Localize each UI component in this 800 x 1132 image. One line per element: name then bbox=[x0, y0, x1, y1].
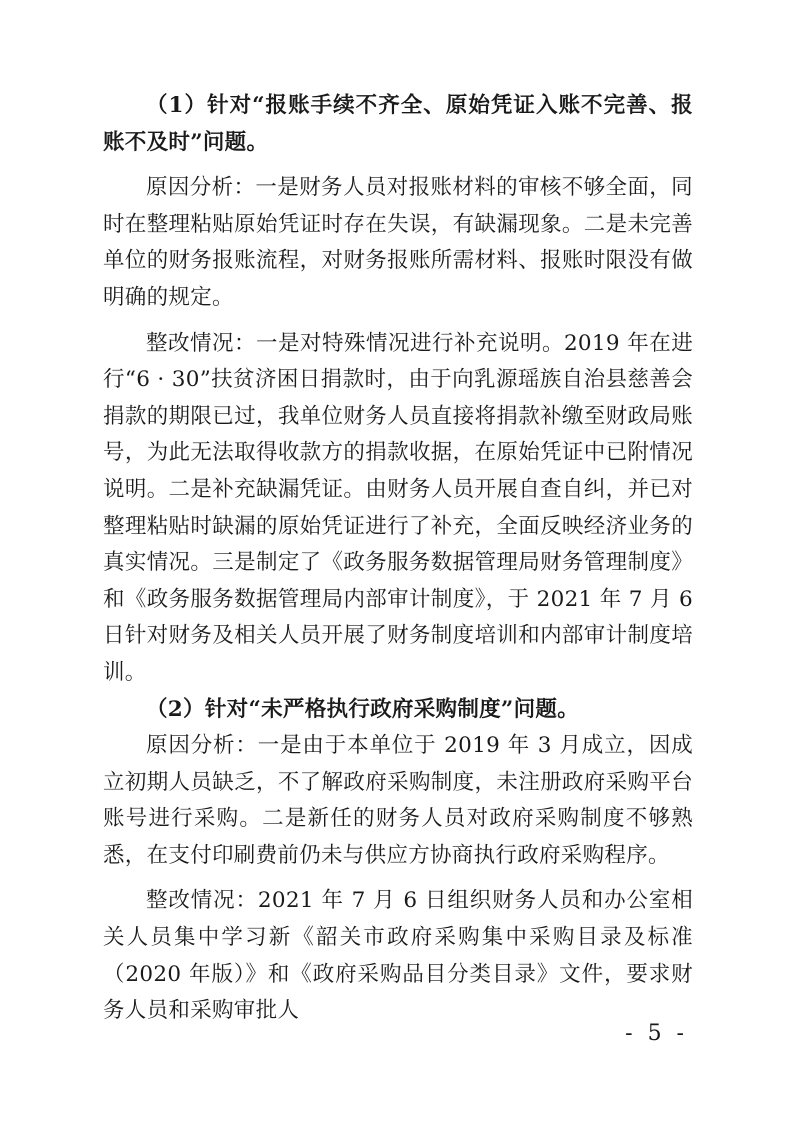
section-heading-2: （2）针对“未严格执行政府采购制度”问题。 bbox=[146, 696, 579, 722]
document-body bbox=[103, 88, 693, 1030]
paragraph-cause-analysis-1: 原因分析：一是财务人员对报账材料的审核不够全面，同时在整理粘贴原始凭证时存在失误，有缺漏现象。二是未完善单位的财务报账流程，对财务报账所需材料、报账时限没有做明确的规定。 bbox=[103, 175, 693, 310]
paragraph-rectification-1: 整改情况：一是对特殊情况进行补充说明。2019 年在进行“6 · 30”扶贫济困日捐款时，由于向乳源瑶族自治县慈善会捐款的期限已过，我单位财务人员直接将捐款补缴至财政局账号，为此无法取得收款方的捐款收据，在原始凭证中已附情况说明。二是补充缺漏凭证。由财务人员开展自查自纠，并已对整理粘贴时缺漏的原始凭证进行了补充，全面反映经济业务的真实情况。三是制定了《政务服务数据管理局财务管理制度》和《政务服务数据管理局内部审计制度》，于 2021 年 7 月 6 日针对财务及相关人员开展了财务制度培训和内部审计制度培训。 bbox=[103, 330, 693, 685]
section-heading-1: （1）针对“报账手续不齐全、原始凭证入账不完善、报账不及时”问题。 bbox=[103, 93, 693, 155]
paragraph-cause-analysis-2: 原因分析：一是由于本单位于 2019 年 3 月成立，因成立初期人员缺乏，不了解政府采购制度，未注册政府采购平台账号进行采购。二是新任的财务人员对政府采购制度不够熟悉，在支付印刷费前仍未与供应方协商执行政府采购程序。 bbox=[103, 733, 693, 868]
paragraph-rectification-2: 整改情况：2021 年 7 月 6 日组织财务人员和办公室相关人员集中学习新《韶关市政府采购集中采购目录及标准（2020 年版）》和《政府采购品目分类目录》文件，要求财务人员和采购审批人 bbox=[103, 888, 693, 1024]
page-number: - 5 - bbox=[625, 1021, 688, 1046]
